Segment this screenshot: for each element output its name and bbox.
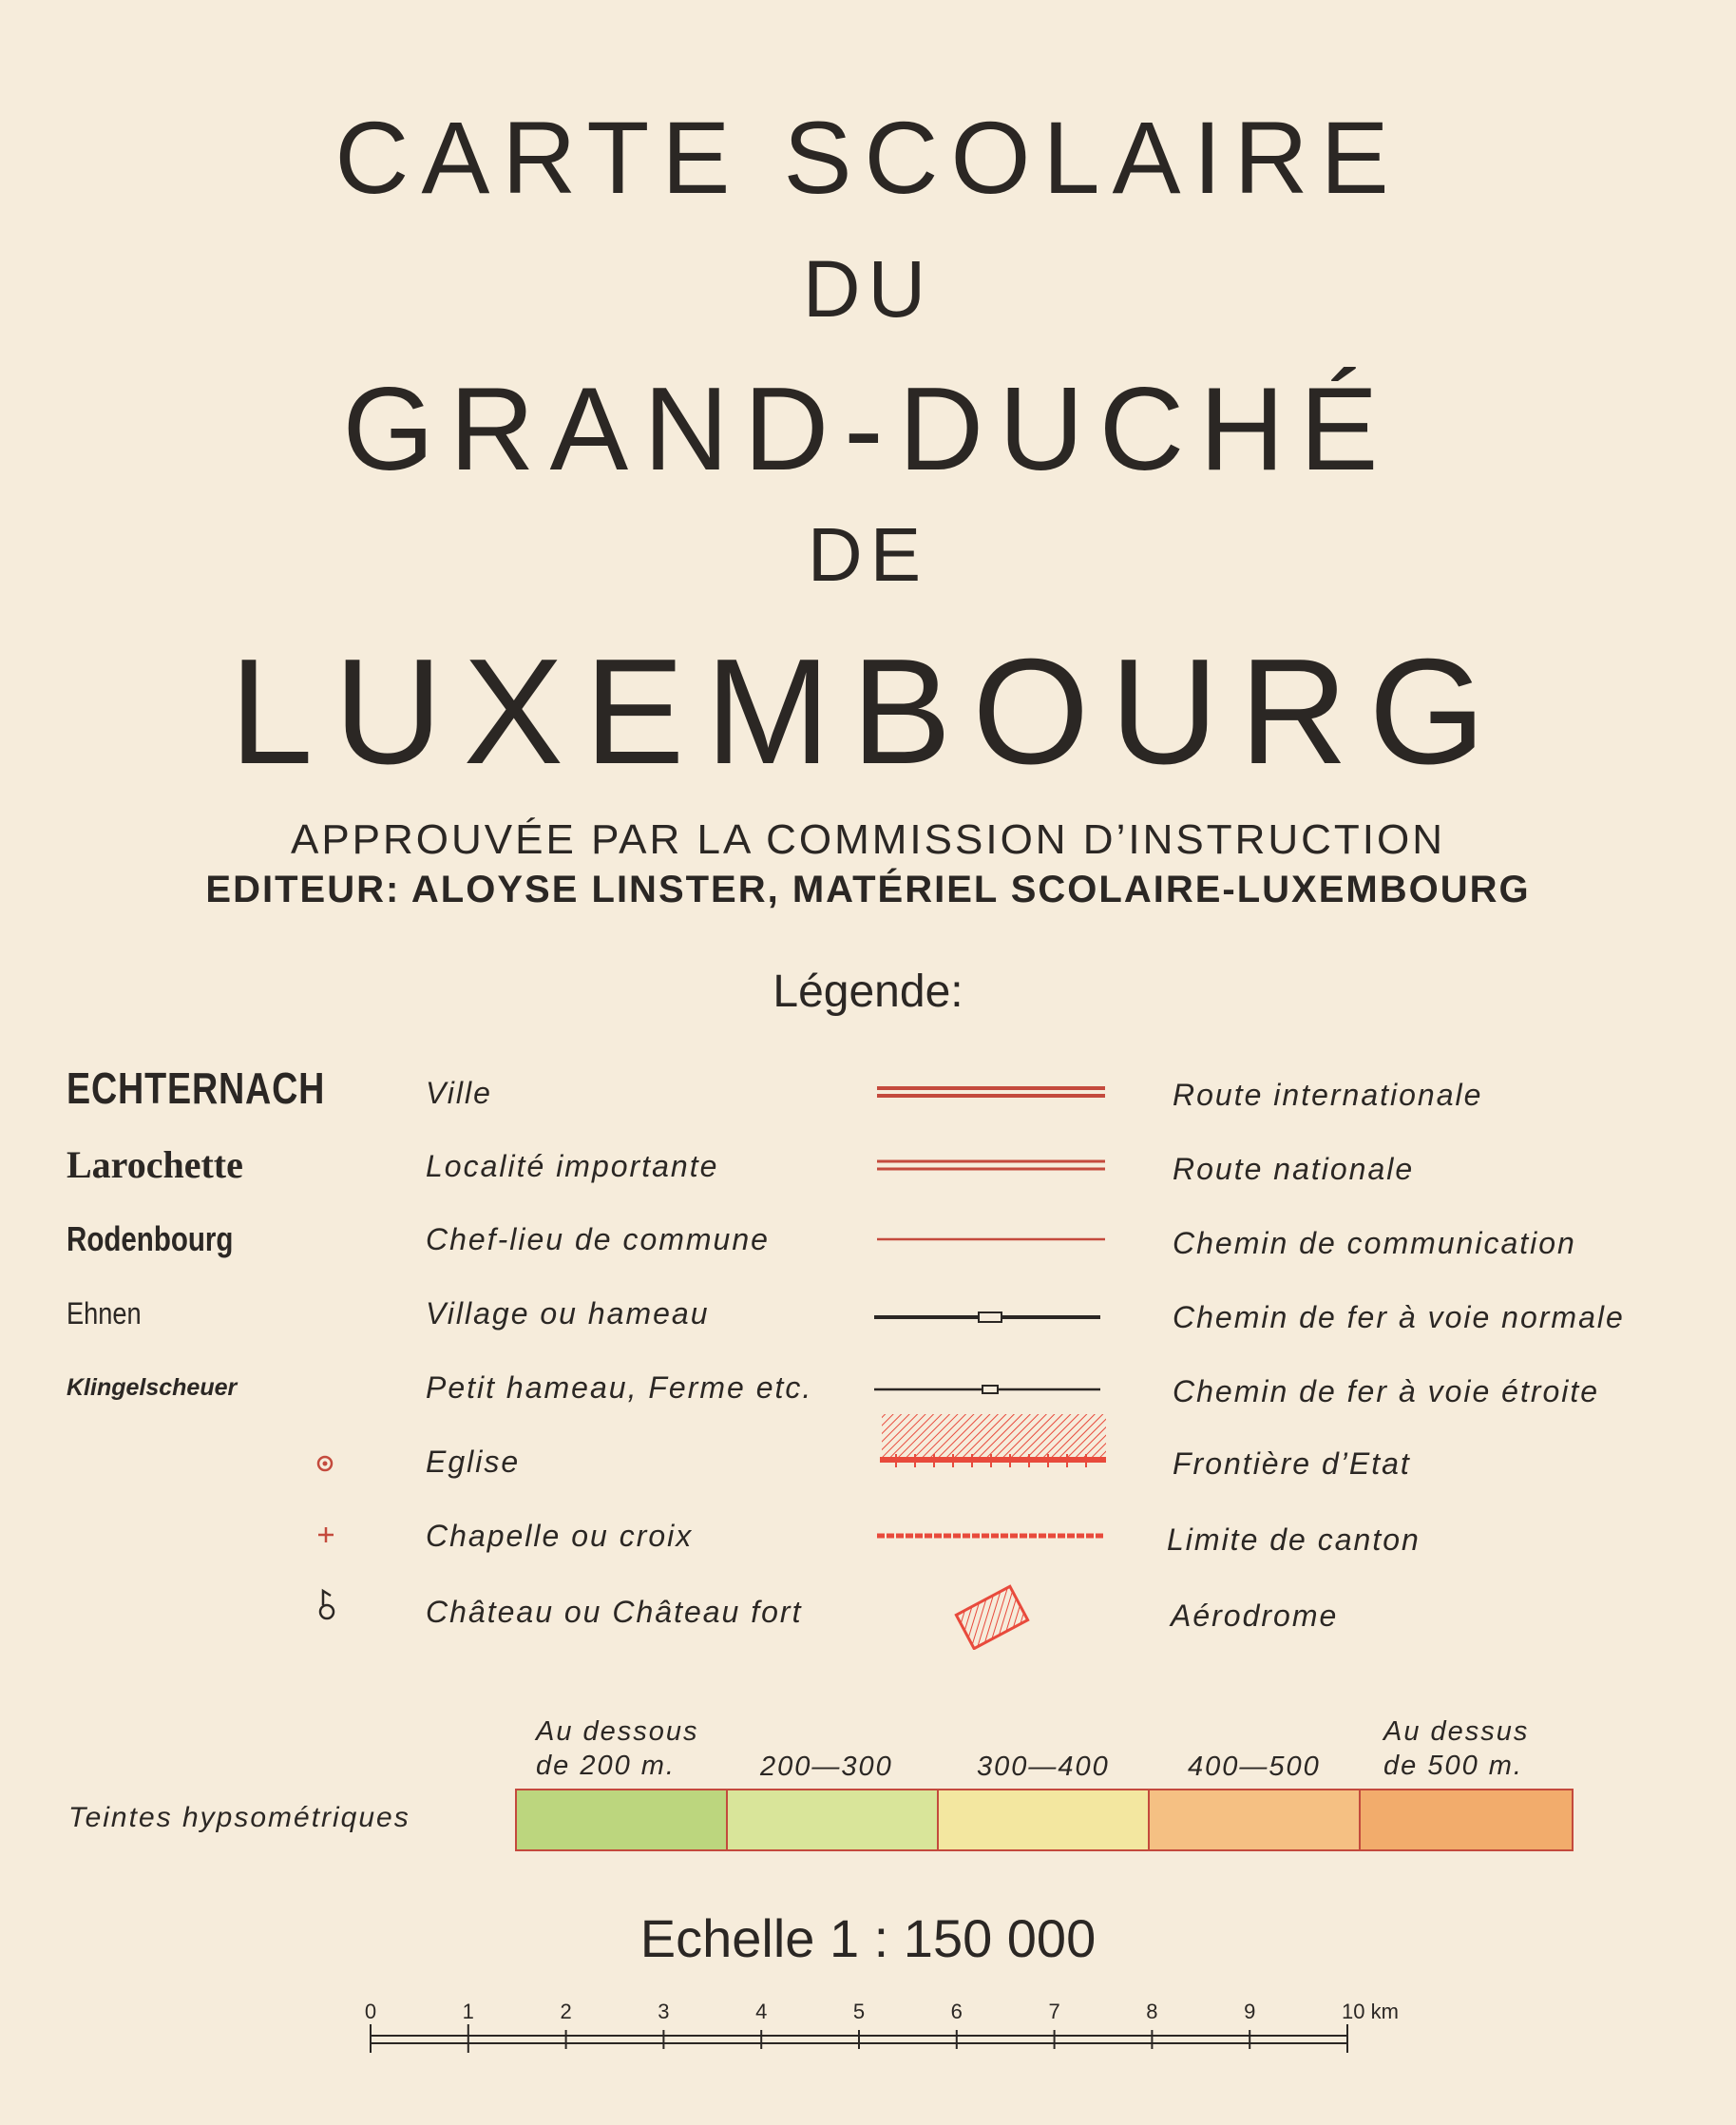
- legend-frontiere-label: Frontière d’Etat: [1173, 1446, 1411, 1481]
- legend-localite-label: Localité importante: [426, 1149, 719, 1183]
- scale-tick-label: 2: [560, 2000, 572, 2023]
- approval-text: APPROUVÉE PAR LA COMMISSION D’INSTRUCTION: [290, 816, 1445, 863]
- hyp-band-3-swatch: [939, 1790, 1150, 1849]
- aerodrome-symbol: [956, 1586, 1027, 1648]
- hyp-band-5-swatch: [1361, 1790, 1572, 1849]
- place-example-localite: Larochette: [67, 1143, 243, 1186]
- hyp-band-5-line2: de 500 m.: [1383, 1751, 1523, 1782]
- scale-tick-label: 7: [1048, 2000, 1060, 2023]
- scale-tick-label: 8: [1146, 2000, 1158, 2023]
- place-example-chef-lieu: Rodenbourg: [67, 1219, 234, 1258]
- legend-chapelle-label: Chapelle ou croix: [426, 1519, 694, 1553]
- church-symbol-icon: [314, 1452, 336, 1475]
- legend-aerodrome-label: Aérodrome: [1171, 1599, 1339, 1633]
- title-line-2: DU: [802, 244, 934, 334]
- legend-rail-narrow-label: Chemin de fer à voie étroite: [1173, 1374, 1600, 1408]
- hyp-band-1-swatch: [517, 1790, 728, 1849]
- route-internationale-symbol: [877, 1088, 1105, 1096]
- legend-canton-label: Limite de canton: [1167, 1522, 1421, 1557]
- legend-heading: Légende:: [773, 967, 963, 1017]
- hyp-label-band-2: 200—300: [760, 1752, 893, 1782]
- legend-ville-label: Ville: [426, 1076, 492, 1110]
- scale-tick-label: 4: [755, 2000, 768, 2023]
- scale-tick-label: 5: [852, 2000, 866, 2023]
- legend-chemin-communication-label: Chemin de communication: [1173, 1226, 1576, 1260]
- place-example-ville: ECHTERNACH: [67, 1063, 326, 1113]
- scale-tick-label: 1: [462, 2000, 474, 2023]
- scale-tick-label: 0: [364, 2000, 377, 2023]
- title-line-4: DE: [807, 512, 929, 597]
- hyp-band-4-swatch: [1150, 1790, 1361, 1849]
- hyp-band-2-swatch: [728, 1790, 939, 1849]
- hyp-label-band-3: 300—400: [977, 1752, 1110, 1782]
- scale-bar: [361, 1996, 1444, 2081]
- title-line-1: CARTE SCOLAIRE: [334, 100, 1402, 215]
- route-nationale-symbol: [877, 1161, 1105, 1169]
- scale-title: Echelle 1 : 150 000: [639, 1908, 1097, 1968]
- hyp-label-band-4: 400—500: [1188, 1752, 1321, 1782]
- publisher-text: EDITEUR: ALOYSE LINSTER, MATÉRIEL SCOLAIRE-LUXEMBOURG: [205, 869, 1531, 910]
- hyp-band-1-line1: Au dessous: [536, 1716, 699, 1747]
- chapel-cross-icon: [315, 1524, 336, 1545]
- hyp-band-5-line1: Au dessus: [1383, 1716, 1530, 1747]
- legend-village-label: Village ou hameau: [426, 1296, 710, 1331]
- legend-rail-normal-label: Chemin de fer à voie normale: [1173, 1300, 1625, 1334]
- rail-normal-symbol: [874, 1312, 1100, 1322]
- hyp-band-1-line2: de 200 m.: [536, 1751, 676, 1782]
- scale-tick-label: 6: [950, 2000, 963, 2023]
- legend-route-internationale-label: Route internationale: [1173, 1078, 1483, 1112]
- hyp-label-band-1: [536, 1714, 726, 1784]
- place-example-village: Ehnen: [67, 1296, 142, 1331]
- frontiere-etat-symbol: [880, 1414, 1106, 1467]
- scale-tick-label: 10 km: [1342, 2000, 1399, 2023]
- rail-narrow-symbol: [874, 1386, 1100, 1393]
- legend-eglise-label: Eglise: [426, 1445, 521, 1479]
- castle-symbol-icon: [315, 1587, 338, 1621]
- legend-hameau-label: Petit hameau, Ferme etc.: [426, 1370, 813, 1405]
- hyp-title: Teintes hypsométriques: [68, 1802, 410, 1833]
- legend-line-symbols: [872, 1080, 1110, 1650]
- legend-chateau-label: Château ou Château fort: [426, 1595, 803, 1629]
- place-example-hameau: Klingelscheuer: [67, 1374, 238, 1401]
- legend-route-nationale-label: Route nationale: [1173, 1152, 1415, 1186]
- scale-tick-label: 9: [1244, 2000, 1256, 2023]
- hyp-label-band-5: [1383, 1714, 1574, 1784]
- hypsometric-color-bar: [515, 1789, 1574, 1851]
- title-line-5: LUXEMBOURG: [229, 628, 1507, 795]
- title-line-3: GRAND-DUCHÉ: [342, 364, 1394, 495]
- legend-chef-lieu-label: Chef-lieu de commune: [426, 1222, 770, 1256]
- scale-tick-label: 3: [658, 2000, 670, 2023]
